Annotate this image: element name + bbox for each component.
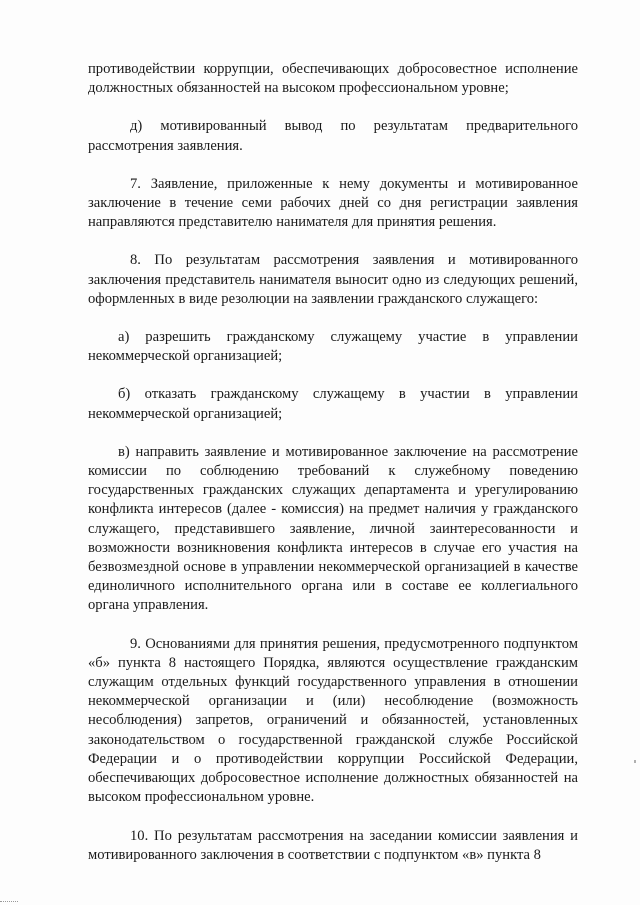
paragraph-item-v: в) направить заявление и мотивированное заключение на рассмотрение комиссии по соблюдению требований к служебному поведению государственных гражданских служащих департамента и урегулированию конфликта интересов (далее - комиссия) на предмет наличия у гражданского служащего, представившего заявление, личной заинтересованности и возможности возникновения конфликта интересов в случае его участия на безвозмездной основе в управлении некоммерческой организацией в качестве единоличного исполнительного органа или в составе ее коллегиального органа управления. bbox=[88, 443, 578, 614]
paragraph-9: 9. Основаниями для принятия решения, предусмотренного подпунктом «б» пункта 8 настоящего Порядка, являются осуществление гражданским служащим отдельных функций государственного управления в отношении некоммерческой организации и (или) несоблюдение (возможность несоблюдения) запретов, ограничений и обязанностей, установленных законодательством о государственной гражданской службе Российской Федерации и о противодействии коррупции Российской Федерации, обеспечивающих добросовестное исполнение должностных обязанностей на высоком профессиональном уровне. bbox=[88, 635, 578, 806]
paragraph-item-d: д) мотивированный вывод по результатам предварительного рассмотрения заявления. bbox=[88, 118, 578, 154]
paragraph-10: 10. По результатам рассмотрения на заседании комиссии заявления и мотивированного заключения в соответствии с подпунктом «в» пункта 8 bbox=[88, 827, 578, 863]
paragraph-continuation: противодействии коррупции, обеспечивающих добросовестное исполнение должностных обязанностей на высоком профессиональном уровне; bbox=[88, 61, 578, 97]
scan-edge-mark bbox=[634, 760, 636, 763]
document-body bbox=[88, 60, 578, 875]
paragraph-item-a: а) разрешить гражданскому служащему участие в управлении некоммерческой организацией; bbox=[88, 329, 578, 365]
scan-corner-dots bbox=[0, 901, 18, 903]
paragraph-item-b: б) отказать гражданскому служащему в участии в управлении некоммерческой организацией; bbox=[88, 386, 578, 422]
paragraph-8: 8. По результатам рассмотрения заявления и мотивированного заключения представитель нанимателя выносит одно из следующих решений, оформленных в виде резолюции на заявлении гражданского служащего: bbox=[88, 252, 578, 307]
paragraph-7: 7. Заявление, приложенные к нему документы и мотивированное заключение в течение семи рабочих дней со дня регистрации заявления направляются представителю нанимателя для принятия решения. bbox=[88, 175, 578, 231]
